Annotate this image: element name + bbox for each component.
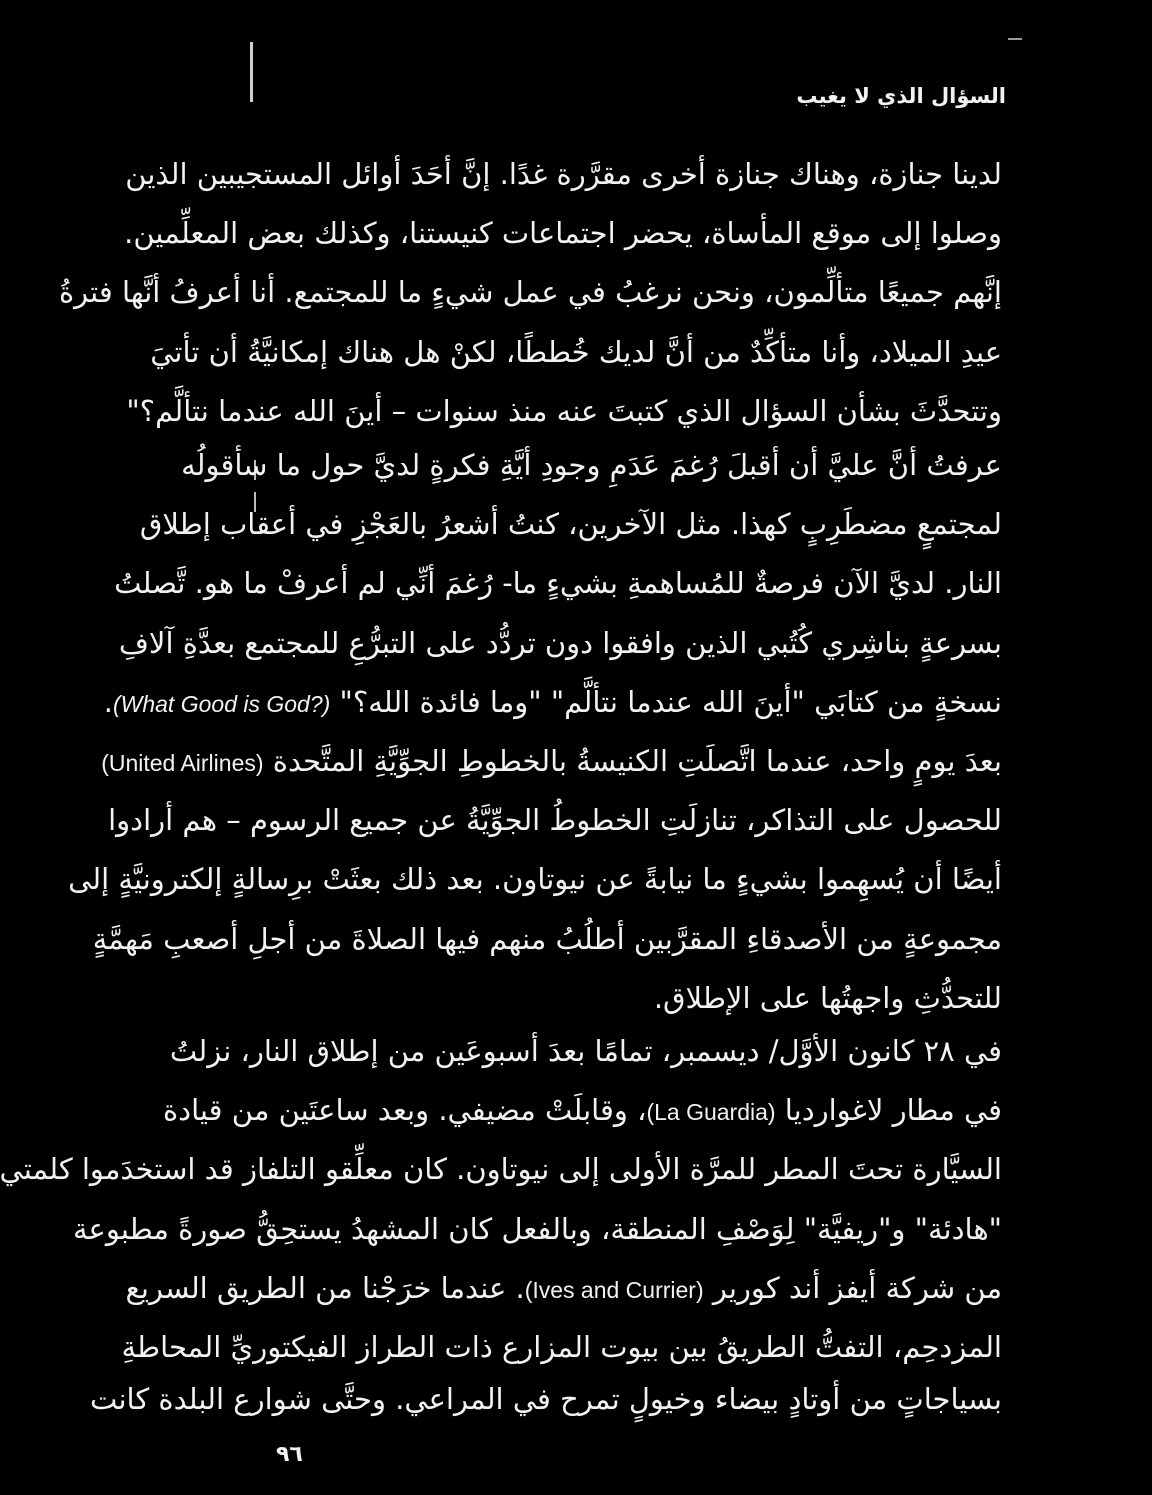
paragraph-3 [0,1022,1002,1377]
text-run: نسخةٍ من كتابَي [814,684,1002,719]
text-line [162,1081,1002,1140]
text-line: وصلوا إلى موقع المأساة، يحضر اجتماعات كنيستنا، وكذلك بعض المعلِّمين. [124,216,1002,251]
text-line: أيضًا أن يُسهِموا بشيءٍ ما نيابةً عن نيوتاون. بعد ذلك بعثَتْ برِسالةٍ إلكترونيَّةٍ إلى [68,862,1002,897]
text-line: لدينا جنازة، وهناك جنازة أخرى مقرَّرة غدًا. إنَّ أحَدَ أوائل المستجيبين الذين [125,157,1002,191]
book-title: "وما فائدة الله؟" [339,684,542,719]
text-line: بسياجاتٍ من أوتادٍ بيضاء وخيولٍ تمرح في المراعي. وحتَّى شوارع البلدة كانت [89,1382,1002,1416]
english-book-title: (What Good is God?) [112,690,331,717]
text-line: عرفتُ أنَّ عليَّ أن أقبلَ رُغمَ عَدَمِ وجودِ أيَّةِ فكرةٍ لديَّ حول ما سأقولُه [181,448,1002,482]
text-line: في ٢٨ كانون الأوَّل/ ديسمبر، تمامًا بعدَ أسبوعَين من إطلاق النار، نزلتُ [169,1034,1002,1068]
text-run: . عندما خرَجْنا من الطريق السريع [125,1270,525,1305]
page-number: ٩٦ [276,1442,303,1467]
text-line: إنَّهم جميعًا متألِّمون، ونحن نرغبُ في عمل شيءٍ ما للمجتمع. أنا أعرفُ أنَّها فترةُ [58,275,1002,310]
text-run: بعدَ يومٍ واحد، عندما اتَّصلَتِ الكنيسةُ بالخطوطِ الجوِّيَّةِ المتَّحدة [272,743,1002,778]
english-company-name: (Ives and Currier) [524,1276,704,1303]
running-header: السؤال الذي لا يغيب [796,84,1006,108]
paragraph-2 [68,436,1002,1028]
text-run: من شركة أيفز أند كورير [712,1270,1002,1305]
text-line: بسرعةٍ بناشِري كُتُبي الذين وافقوا دون تردُّد على التبرُّعِ للمجتمع بعدَّةِ آلافِ [118,625,1002,660]
margin-rule [250,42,253,102]
text-run: في مطار لاغوارديا [784,1093,1002,1128]
text-line: مجموعةٍ من الأصدقاءِ المقرَّبين أطلُبُ منهم فيها الصلاةَ من أجلِ أصعبِ مَهمَّةٍ [92,921,1002,956]
text-line: للتحدُّثِ واجهتُها على الإطلاق. [653,980,1002,1015]
text-line: المزدحِم، التفتُّ الطريقُ بين بيوت المزارع ذات الطراز الفيكتوريِّ المحاطةِ [121,1329,1002,1364]
paragraph-1 [58,145,1002,441]
text-line: للحصول على التذاكر، تنازلَتِ الخطوطُ الجوِّيَّةُ عن جميع الرسوم – هم أرادوا [108,803,1002,838]
text-line: نسخةٍ من كتابَي "أينَ الله عندما نتألَّم" "وما فائدة الله؟" (What Good is God?). [103,684,1002,719]
text-line: عيدِ الميلاد، وأنا متأكِّدٌ من أنَّ لديك خُططًا، لكنْ هل هناك إمكانيَّةُ أن تأتيَ [150,334,1002,369]
english-airline-name: (United Airlines) [101,749,264,776]
english-place-name: (La Guardia) [646,1099,776,1126]
text-line: وتتحدَّثَ بشأن السؤال الذي كتبتَ عنه منذ سنوات – أينَ الله عندما نتألَّم؟" [126,393,1002,428]
text-line: النار. لديَّ الآن فرصةٌ للمُساهمةِ بشيءٍ ما- رُغمَ أنِّي لم أعرفْ ما هو. تَّصلتُ [114,566,1002,601]
text-line: "هادئة" و"ريفيَّة" لِوَصْفِ المنطقة، وبالفعل كان المشهدُ يستحِقُّ صورةً مطبوعة [72,1211,1002,1246]
text-line [125,1259,1002,1318]
text-line: لمجتمعٍ مضطَرِبٍ كهذا. مثل الآخرين، كنتُ أشعرُ بالعَجْزِ في أعقاب إطلاق [139,507,1002,542]
text-line: السيَّارة تحتَ المطر للمرَّة الأولى إلى نيوتاون. كان معلِّقو التلفاز قد استخدَموا كلمتي [0,1152,1002,1187]
text-line [101,732,1002,791]
text-run: ، وقابلَتْ مضيفي. وبعد ساعتَين من قيادة [162,1093,647,1128]
margin-rule [1008,38,1022,40]
book-title: "أينَ الله عندما نتألَّم" [550,684,805,719]
